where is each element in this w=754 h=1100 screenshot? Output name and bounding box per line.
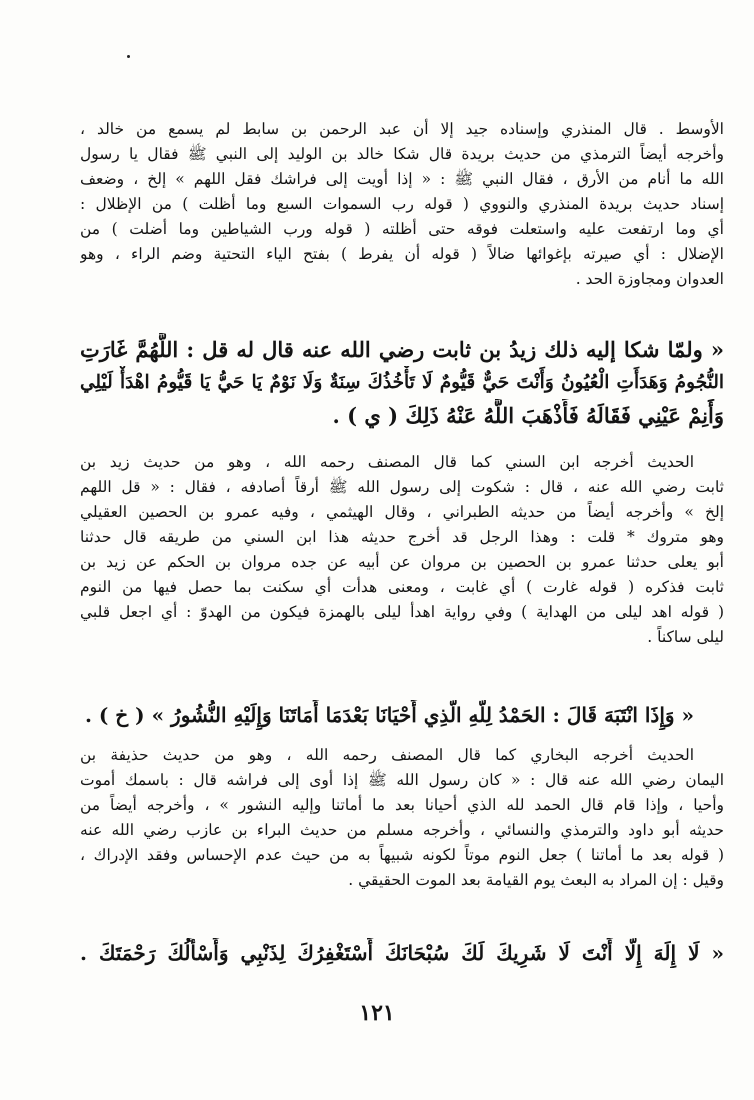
main-text-paragraph-2 [80, 700, 724, 730]
text-line: إسناد حديث بريدة المنذري والنووي ( قوله رب السموات السبع وما أظلت ) من الإظلال : [80, 195, 724, 213]
text-line: « ولمّا شكا إليه ذلك زيدُ بن ثابت رضي الله عنه قال له قل : اللَّهُمَّ غَارَتِ [80, 337, 724, 362]
text-line: وَأَنِمْ عَيْنِي فَقَالَهُ فَأَذْهَبَ اللَّهُ عَنْهُ ذَلِكَ ( ي ) . [332, 403, 724, 428]
text-line: النُّجُومُ وَهَدَأَتِ الْعُيُونُ وَأَنْتَ حَيٌّ قَيُّومٌ لَا تَأْخُذُكَ سِنَةٌ وَلَا نَوْمٌ يَا حَيُّ يَا قَيُّومُ اهْدَأْ لَيْلِي [80, 372, 724, 393]
text-line: اليمان رضي الله عنه قال : « كان رسول الله ﷺ إذا أوى إلى فراشه قال : باسمك أموت [80, 771, 724, 789]
main-text-paragraph-3 [80, 938, 724, 968]
text-line: ( قوله بعد ما أماتنا ) جعل النوم موتاً لكونه شبيهاً به من حيث عدم الإحساس وفقد الإدراك ، [80, 846, 724, 864]
text-line: وقيل : إن المراد به البعث يوم القيامة بعد الموت الحقيقي . [348, 871, 724, 889]
text-line: أبو يعلى حدثنا عمرو بن الحصين بن مروان عن أبيه عن جده مروان بن الحكم عن زيد بن [80, 553, 724, 571]
text-line: الله ما أنام من الأرق ، فقال النبي ﷺ : « إذا أويت إلى فراشك فقل اللهم » إلخ ، وضعف [80, 170, 724, 188]
commentary-paragraph-1 [80, 117, 724, 292]
text-line: « وَإِذَا انْتَبَهَ قَالَ : الحَمْدُ لِلَّهِ الَّذِي أَحْيَانَا بَعْدَمَا أَمَاتَنَا وَإِلَيْهِ النُّشُورُ » ( خ ) . [84, 703, 694, 727]
text-line: وهو متروك * قلت : وهذا الرجل قد أخرج حديثه هذا ابن السني من طريقه قال حدثنا [80, 528, 724, 546]
text-line: وأخرجه أيضاً الترمذي من حديث بريدة قال شكا خالد بن الوليد إلى النبي ﷺ فقال يا رسول [80, 145, 724, 163]
text-line: أي وما ارتفعت عليه واستعلت فوقه حتى أظلته ( قوله ورب الشياطين وما أضلت ) من [80, 220, 724, 238]
text-line: ( قوله اهد ليلى من الهداية ) وفي رواية اهدأ ليلى بالهمزة فيكون من الهدوّ : أي اجعل قلبي [80, 603, 724, 621]
print-speck [127, 55, 130, 58]
text-line: إلخ » وأخرجه أيضاً من حديثه الطبراني ، وقال الهيثمي ، وفيه عمرو بن الحصين العقيلي [80, 503, 724, 521]
page-number: ١٢١ [359, 1000, 395, 1026]
text-line: الأوسط . قال المنذري وإسناده جيد إلا أن عبد الرحمن بن سابط لم يسمع من خالد ، [80, 120, 724, 138]
main-text-paragraph-1 [80, 333, 724, 432]
text-line: ثابت فذكره ( قوله غارت ) أي غابت ، ومعنى هدأت أي سكنت بما حصل فيها من النوم [80, 578, 724, 596]
text-line: وأحيا ، وإذا قام قال الحمد لله الذي أحيانا بعد ما أماتنا وإليه النشور » ، وأخرجه أيضاً من [80, 796, 724, 814]
text-line: الإضلال : أي صيرته بإغوائها ضالاً ( قوله أن يفرط ) بفتح الياء التحتية وضم الراء ، وهو [80, 245, 724, 263]
text-line: الحديث أخرجه البخاري كما قال المصنف رحمه الله ، وهو من حديث حذيفة بن [80, 746, 694, 764]
commentary-paragraph-3 [80, 743, 724, 893]
text-line: حديثه أبو داود والترمذي والنسائي ، وأخرجه مسلم من حديث البراء بن عازب رضي الله عنه [80, 821, 724, 839]
commentary-paragraph-2 [80, 450, 724, 650]
text-line: « لَا إِلَهَ إِلَّا أَنْتَ لَا شَرِيكَ لَكَ سُبْحَانَكَ أَسْتَغْفِرُكَ لِذَنْبِي وَأَسْأَلُكَ رَحْمَتَكَ . [80, 941, 724, 965]
text-line: العدوان ومجاوزة الحد . [575, 270, 724, 288]
text-line: ثابت رضي الله عنه ، قال : شكوت إلى رسول الله ﷺ أرقاً أصادفه ، فقال : « قل اللهم [80, 478, 724, 496]
text-line: الحديث أخرجه ابن السني كما قال المصنف رحمه الله ، وهو من حديث زيد بن [80, 453, 694, 471]
text-line: ليلى ساكناً . [647, 628, 724, 646]
